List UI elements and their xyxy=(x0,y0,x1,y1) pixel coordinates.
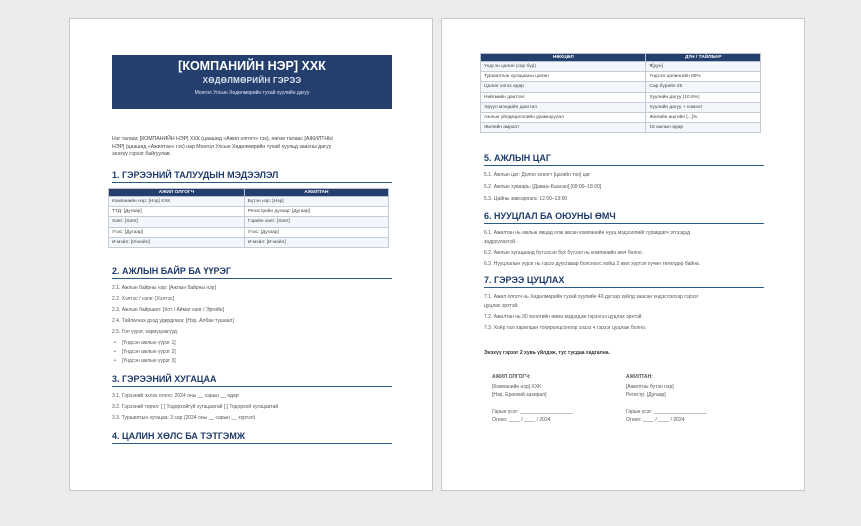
title-banner xyxy=(112,55,392,109)
table-row: Компанийн нэр: [Нэр] ХХК Бүтэн нэр: [Нэр] xyxy=(109,197,389,207)
intro-line: НЭР] (цаашид «Ажилтан» гэх) нар Монгол Улсын Хөдөлмөрийн тухай хуульд заасны дагуу xyxy=(112,143,332,150)
document-page-2 xyxy=(441,18,805,491)
clause-line: 7.1. Ажил олгогч нь Хөдөлмөрийн тухай хуулийн 40 дүгээр зүйлд заасан үндэслэлээр гэрээг xyxy=(484,294,699,300)
document-page-1 xyxy=(69,18,433,491)
signature-field: Гарын үсэг: ___________________ xyxy=(626,409,707,415)
clause-line: 3.1. Гэрээний эхлэх огноо: 2024 оны __ сарын __ өдөр xyxy=(112,393,239,399)
date-field: Огноо: ____ / ____ / 2024 xyxy=(626,417,685,423)
table-row: ТТД: [Дугаар] Регистрийн дугаар: [Дугаар] xyxy=(109,207,389,217)
table-row: Утас: [Дугаар] Утас: [Дугаар] xyxy=(109,227,389,237)
table-header: АЖИЛТАН xyxy=(244,189,388,197)
table-row: Хаяг: [Хаяг] Гэрийн хаяг: [Хаяг] xyxy=(109,217,389,227)
table-row: Эрүүл мэндийн даатгал Хуулийн дагуу + нэмэлт xyxy=(481,102,761,112)
intro-paragraph xyxy=(112,136,397,159)
clause-line: 6.3. Нууцлалын үүрэг нь гэрээ дуусгавар болсноос хойш 2 жил хүртэл хүчин төгөлдөр байна. xyxy=(484,261,701,267)
signature-line: Регистр: [Дугаар] xyxy=(626,392,666,398)
clause-line: 2.4. Тайлагнах дээд удирдлага: [Нэр, Албан тушаал] xyxy=(112,318,234,324)
duty-bullet: • [Үндсэн ажлын үүрэг 2] xyxy=(122,349,176,355)
contract-title: ХӨДӨЛМӨРИЙН ГЭРЭЭ xyxy=(202,76,302,85)
signature-field: Гарын үсэг: ___________________ xyxy=(492,409,573,415)
signature-title: АЖИЛТАН: xyxy=(626,374,653,380)
clause-line: 7.2. Ажилтан нь 30 хоногийн өмнө мэдэгдэж гэрээгээ цуцлах эрхтэй. xyxy=(484,314,643,320)
clause-line: 6.2. Ажлын хугацаанд бүтээсэн бүх бүтээл нь компанийн өмч болно. xyxy=(484,250,644,256)
section-1-heading: 1. ГЭРЭЭНИЙ ТАЛУУДЫН МЭДЭЭЛЭЛ xyxy=(112,170,392,183)
parties-table xyxy=(108,188,389,248)
duty-bullet: • [Үндсэн ажлын үүрэг 3] xyxy=(122,358,176,364)
table-row: Цалин олгох өдөр Сар бүрийн 25 xyxy=(481,82,761,92)
section-3-heading: 3. ГЭРЭЭНИЙ ХУГАЦАА xyxy=(112,374,392,387)
law-caption: Монгол Улсын Хөдөлмөрийн тухай хуулийн дагуу xyxy=(194,90,310,96)
clause-line: 2.3. Ажлын байршил: [Хот / Аймаг хаяг / Эргийн] xyxy=(112,307,224,313)
clause-line: 3.3. Туршилтын хугацаа: 3 сар (2024 оны __ сарын __ хүртэл) xyxy=(112,415,256,421)
clause-line: 7.3. Хоёр тал харилцан тохиролцсоноор ээзээ ч гэрээг цуцлаж болно. xyxy=(484,325,647,331)
clause-line: 3.2. Гэрээний төрөл: [ ] Тодорхойгүй хугацаатай [ ] Тодорхой хугацаатай xyxy=(112,404,279,410)
section-2-heading: 2. АЖЛЫН БАЙР БА ҮҮРЭГ xyxy=(112,266,392,279)
clause-line: 5.1. Ажлын цаг: Долоо хоногт [цагийн тоо] цаг xyxy=(484,172,591,178)
intro-line: Нэг талаас [КОМПАНИЙН НЭР] ХХК (цаашид «Ажил олгогч» гэх), нөгөө талаас [АЖИЛТНЫ xyxy=(112,136,333,142)
table-row: Туршилтын хугацааны цалин Үндсэн цалингийн 80% xyxy=(481,72,761,82)
signature-line: [Нэр, Ерөнхий захирал] xyxy=(492,392,547,398)
table-header: АЖИЛ ОЛГОГЧ xyxy=(109,189,245,197)
table-header: НӨХЦӨЛ xyxy=(481,54,646,62)
company-title: [КОМПАНИЙН НЭР] ХХК xyxy=(178,59,326,73)
pay-table xyxy=(480,53,761,133)
table-row: И-мэйл: [И-мэйл] И-мэйл: [И-мэйл] xyxy=(109,237,389,247)
signature-title: АЖИЛ ОЛГОГЧ: xyxy=(492,374,531,380)
clause-line: 6.1. Ажилтан нь ажлын явцад олж авсан компанийн нууц мэдээллийг гуравдагч этгээдэд xyxy=(484,230,691,236)
duty-bullet: • [Үндсэн ажлын үүрэг 1] xyxy=(122,340,176,346)
section-5-heading: 5. АЖЛЫН ЦАГ xyxy=(484,153,764,166)
intro-line: энэхүү гэрээг байгуулав. xyxy=(112,151,172,158)
section-4-heading: 4. ЦАЛИН ХӨЛС БА ТЭТГЭМЖ xyxy=(112,431,392,444)
section-7-heading: 7. ГЭРЭЭ ЦУЦЛАХ xyxy=(484,275,764,288)
clause-line: 2.2. Хэлтэс / нэгж: [Хэлтэс] xyxy=(112,296,175,302)
table-row: Ажлын үйлдвэрлэлийн урамшуулал Жилийн ашгийн [...]% xyxy=(481,112,761,122)
section-6-heading: 6. НУУЦЛАЛ БА ОЮУНЫ ӨМЧ xyxy=(484,211,764,224)
signature-line: [Ажилтны бүтэн нэр] xyxy=(626,384,674,390)
table-row: Нийгмийн даатгал Хуулийн дагуу (10.5%) xyxy=(481,92,761,102)
clause-line: 2.1. Ажлын байрны нэр: [Ажлын байрны нэр] xyxy=(112,285,216,291)
clause-line: 5.2. Ажлын хуваарь: [Даваа–Баасан] [09:00–18:00] xyxy=(484,184,602,190)
clause-line: 2.5. Гол үүрэг, хариуцлагууд: xyxy=(112,329,179,335)
date-field: Огноо: ____ / ____ / 2024 xyxy=(492,417,551,423)
clause-line: задруулахгүй. xyxy=(484,239,517,245)
clause-line: цуцлах эрхтэй. xyxy=(484,303,519,309)
signature-line: [Компанийн нэр] ХХК xyxy=(492,384,541,390)
table-header: ДҮН / ТАЙЛБАР xyxy=(646,54,761,62)
closing-statement: Энэхүү гэрээг 2 хувь үйлдэж, тус тусдаа хадгална. xyxy=(484,350,610,356)
clause-line: 5.3. Цайны завсарлага: 12:00–13:00 xyxy=(484,196,568,202)
table-row: Жилийн амралт 15 ажлын өдөр xyxy=(481,123,761,133)
table-row: Үндсэн цалин (сар бүр) ₮[дүн] xyxy=(481,62,761,72)
